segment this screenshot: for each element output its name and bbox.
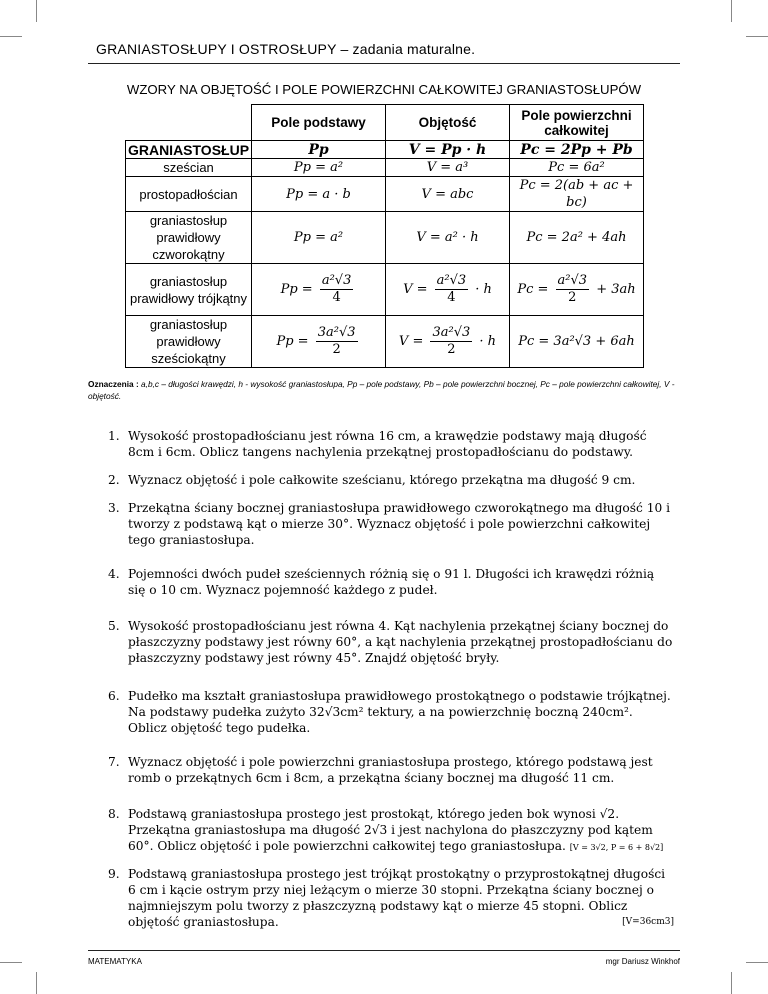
task-number: 1. bbox=[108, 429, 120, 443]
task-text: Przekątna ściany bocznej graniastosłupa prawidłowego czworokątnego ma długość 10 i tworzy z podstawą kąt o mierze 30°. Wyznacz objętość i pole powierzchni całkowitej tego graniastosłupa. bbox=[128, 501, 670, 547]
general-volume-formula: V = Pp · h bbox=[386, 141, 510, 159]
col-header-base: Pole podstawy bbox=[252, 105, 386, 141]
list-item bbox=[108, 806, 674, 856]
fraction-numerator: 3a²√3 bbox=[317, 325, 356, 340]
cuboid-surface-formula: Pc = 2(ab + ac + bc) bbox=[510, 177, 644, 212]
table-corner-cell bbox=[126, 105, 252, 141]
task-number: 8. bbox=[108, 807, 120, 821]
page-header-title: GRANIASTOSŁUPY I OSTROSŁUPY – zadania maturalne. bbox=[96, 41, 476, 57]
fraction-numerator: 3a²√3 bbox=[432, 325, 471, 340]
list-item bbox=[108, 472, 674, 488]
list-item bbox=[108, 500, 674, 548]
task-text: Wyznacz objętość i pole powierzchni graniastosłupa prostego, którego podstawą jest romb o przekątnych 6cm i 8cm, a przekątna ściany bocznej ma długość 11 cm. bbox=[128, 755, 653, 785]
task-number: 2. bbox=[108, 473, 120, 487]
task-text: Pojemności dwóch pudeł sześciennych różnią się o 91 l. Długości ich krawędzi różnią się o 10 cm. Wyznacz pojemność każdego z pudeł. bbox=[128, 567, 655, 597]
list-item bbox=[108, 688, 674, 736]
fraction-numerator: a²√3 bbox=[436, 273, 467, 288]
list-item bbox=[108, 866, 674, 930]
row-name-cube: sześcian bbox=[126, 159, 252, 177]
notation-text: a,b,c – długości krawędzi, h - wysokość graniastosłupa, Pp – pole podstawy, Pb – pole powierzchni bocznej, Pc – pole powierzchni całkowitej, V - objętość. bbox=[88, 379, 675, 401]
corner-mark-top-right-h bbox=[746, 36, 768, 37]
header-divider bbox=[88, 63, 680, 64]
hexagonal-base-lhs: Pp = bbox=[276, 334, 309, 349]
general-base-formula: Pp bbox=[252, 141, 386, 159]
notation-label: Oznaczenia : bbox=[88, 379, 139, 389]
footer-divider bbox=[88, 950, 680, 951]
task-text: Podstawą graniastosłupa prostego jest trójkąt prostokątny o przyprostokątnej długości 6 cm i kącie ostrym przy niej leżącym o mierze 30 stopni. Przekątna ściany bocznej o najmniejszym polu tworzy z płaszczyzną podstawy kąt o mierze 45 stopni. Oblicz objętość graniastosłupa. bbox=[128, 867, 666, 929]
fraction-denominator: 2 bbox=[332, 342, 341, 357]
task-number: 3. bbox=[108, 501, 120, 515]
task-text-wrapper bbox=[128, 866, 674, 930]
task-text: Podstawą graniastosłupa prostego jest prostokąt, którego jeden bok wynosi √2. Przekątna graniastosłupa ma długość 2√3 i jest nachylona do płaszczyzny pod kątem 60°. Oblicz objętość i pole powierzchni całkowitej tego graniastosłupa. bbox=[128, 807, 653, 853]
row-label-prism: GRANIASTOSŁUP bbox=[126, 141, 252, 159]
fraction-numerator: a²√3 bbox=[557, 273, 588, 288]
cube-base-formula: Pp = a² bbox=[252, 159, 386, 177]
hexagonal-volume-rest: · h bbox=[479, 334, 497, 349]
triangular-surface-lhs: Pc = bbox=[517, 282, 549, 297]
col-header-volume: Objętość bbox=[386, 105, 510, 141]
table-row bbox=[126, 177, 644, 212]
hexagonal-base-formula bbox=[252, 316, 386, 368]
cuboid-volume-formula: V = abc bbox=[386, 177, 510, 212]
cube-surface-formula: Pc = 6a² bbox=[510, 159, 644, 177]
task-number: 9. bbox=[108, 867, 120, 881]
footer-subject: MATEMATYKA bbox=[88, 957, 142, 966]
row-name-square-prism: graniastosłup prawidłowy czworokątny bbox=[126, 212, 252, 264]
col-header-surface: Pole powierzchni całkowitej bbox=[510, 105, 644, 141]
fraction-denominator: 2 bbox=[447, 342, 456, 357]
task-answer-hint: [V = 3√2, P = 6 + 8√2] bbox=[569, 843, 664, 852]
table-title: WZORY NA OBJĘTOŚĆ I POLE POWIERZCHNI CAŁKOWITEJ GRANIASTOSŁUPÓW bbox=[126, 82, 642, 97]
corner-mark-bottom-left bbox=[36, 972, 37, 994]
formula-table bbox=[125, 104, 644, 368]
fraction-denominator: 2 bbox=[568, 290, 577, 305]
triangular-base-formula bbox=[252, 264, 386, 316]
task-number: 6. bbox=[108, 689, 120, 703]
corner-mark-top-left-h bbox=[0, 36, 22, 37]
task-number: 4. bbox=[108, 567, 120, 581]
row-name-hexagonal-prism: graniastosłup prawidłowy sześciokątny bbox=[126, 316, 252, 368]
square-prism-volume-formula: V = a² · h bbox=[386, 212, 510, 264]
table-row bbox=[126, 159, 644, 177]
corner-mark-bottom-right-h bbox=[746, 962, 768, 963]
triangular-volume-lhs: V = bbox=[403, 282, 428, 297]
triangular-volume-fraction bbox=[435, 273, 469, 306]
task-number: 7. bbox=[108, 755, 120, 769]
fraction-numerator: a²√3 bbox=[321, 273, 352, 288]
task-text: Pudełko ma kształt graniastosłupa prawidłowego prostokątnego o podstawie trójkątnej. Na podstawy pudełka zużyto 32√3cm² tektury, a na powierzchnię boczną 240cm². Oblicz objętość tego pudełka. bbox=[128, 689, 671, 735]
table-header-row bbox=[126, 105, 644, 141]
triangular-base-lhs: Pp = bbox=[280, 282, 313, 297]
corner-mark-bottom-right bbox=[731, 972, 732, 994]
triangular-surface-fraction bbox=[556, 273, 590, 306]
hexagonal-volume-formula bbox=[386, 316, 510, 368]
table-row bbox=[126, 264, 644, 316]
table-row-general bbox=[126, 141, 644, 159]
hexagonal-volume-lhs: V = bbox=[398, 334, 424, 349]
hexagonal-base-fraction bbox=[316, 325, 358, 358]
hexagonal-volume-fraction bbox=[430, 325, 472, 358]
cuboid-base-formula: Pp = a · b bbox=[252, 177, 386, 212]
task-number: 5. bbox=[108, 619, 120, 633]
hexagonal-surface-formula: Pc = 3a²√3 + 6ah bbox=[510, 316, 644, 368]
fraction-denominator: 4 bbox=[447, 290, 456, 305]
table-row bbox=[126, 316, 644, 368]
footer-author: mgr Dariusz Winkhof bbox=[605, 957, 680, 966]
triangular-volume-rest: · h bbox=[475, 282, 492, 297]
table-row bbox=[126, 212, 644, 264]
row-name-triangular-prism: graniastosłup prawidłowy trójkątny bbox=[126, 264, 252, 316]
cube-volume-formula: V = a³ bbox=[386, 159, 510, 177]
list-item bbox=[108, 618, 674, 666]
triangular-base-fraction bbox=[320, 273, 354, 306]
corner-mark-top-right bbox=[731, 0, 732, 22]
notation-legend bbox=[88, 378, 680, 402]
list-item bbox=[108, 428, 674, 460]
corner-mark-top-left bbox=[36, 0, 37, 22]
task-text-wrapper bbox=[128, 806, 674, 856]
square-prism-base-formula: Pp = a² bbox=[252, 212, 386, 264]
triangular-surface-formula bbox=[510, 264, 644, 316]
row-name-cuboid: prostopadłościan bbox=[126, 177, 252, 212]
task-answer-hint: [V=36cm3] bbox=[622, 917, 674, 927]
list-item bbox=[108, 754, 674, 786]
task-text: Wyznacz objętość i pole całkowite sześcianu, którego przekątna ma długość 9 cm. bbox=[128, 473, 636, 487]
general-surface-formula: Pc = 2Pp + Pb bbox=[510, 141, 644, 159]
triangular-volume-formula bbox=[386, 264, 510, 316]
fraction-denominator: 4 bbox=[332, 290, 341, 305]
corner-mark-bottom-left-h bbox=[0, 962, 22, 963]
triangular-surface-rest: + 3ah bbox=[596, 282, 636, 297]
square-prism-surface-formula: Pc = 2a² + 4ah bbox=[510, 212, 644, 264]
list-item bbox=[108, 566, 674, 598]
task-text: Wysokość prostopadłościanu jest równa 16 cm, a krawędzie podstawy mają długość 8cm i 6cm. Oblicz tangens nachylenia przekątnej prostopadłościanu do podstawy. bbox=[128, 429, 647, 459]
task-text: Wysokość prostopadłościanu jest równa 4. Kąt nachylenia przekątnej ściany bocznej do płaszczyzny podstawy jest równy 60°, a kąt nachylenia przekątnej prostopadłościanu do płaszczyzny podstawy jest równy 45°. Znajdź objętość bryły. bbox=[128, 619, 673, 665]
